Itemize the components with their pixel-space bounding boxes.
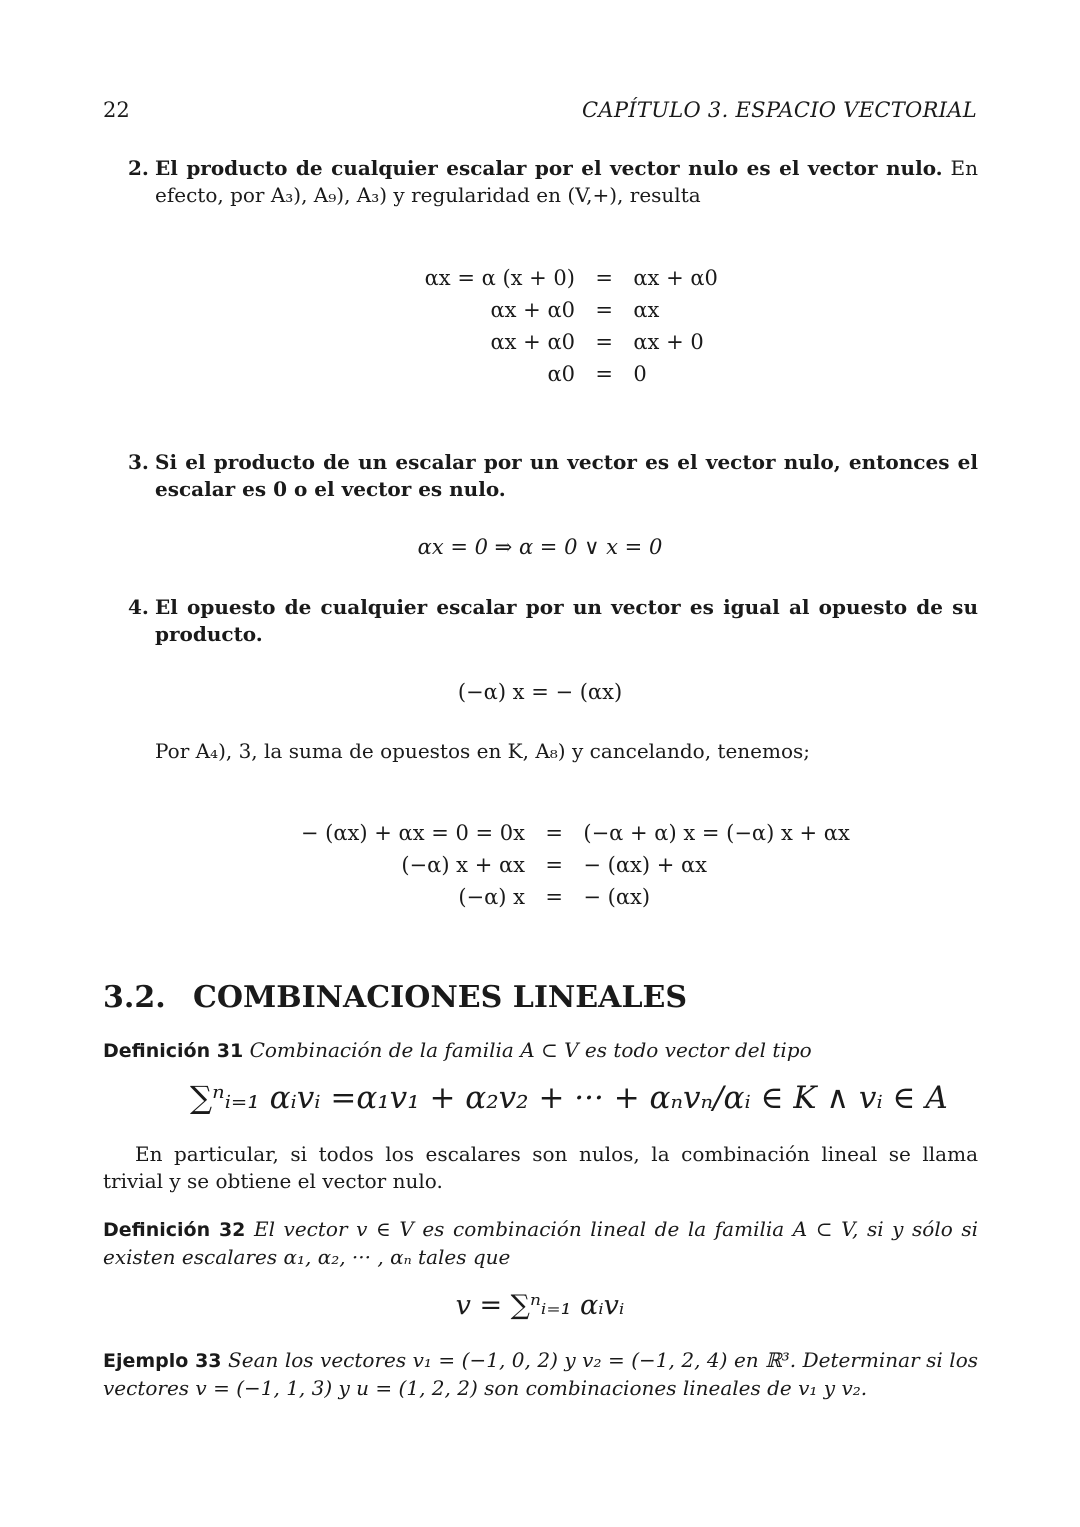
page-number: 22	[103, 98, 130, 122]
equation-rhs: αx	[633, 298, 660, 322]
equation-display: (−α) x = − (αx)	[457, 680, 623, 704]
example-label: Ejemplo 33	[103, 1350, 222, 1372]
equation-sign: =	[595, 266, 613, 290]
equation-lhs: α0	[547, 362, 575, 386]
equation-sign: =	[545, 821, 563, 845]
definition-label: Definición 32	[103, 1219, 246, 1241]
list-item-4	[128, 594, 978, 648]
equation-sign: =	[595, 298, 613, 322]
definition-32	[103, 1216, 978, 1271]
equation-lhs: (−α) x	[458, 885, 525, 909]
equation-row	[380, 266, 718, 290]
item-number: 3.	[128, 450, 149, 474]
list-item-2	[128, 155, 978, 209]
paragraph: Por A₄), 3, la suma de opuestos en K, A₈) y cancelando, tenemos;	[155, 739, 811, 763]
item-text: En efecto, por A₃), A₉), A₃) y regularidad en (V,+), resulta	[155, 156, 979, 207]
equation-lhs: αx + α0	[490, 330, 575, 354]
equation-rhs: − (αx)	[583, 885, 651, 909]
equation-rhs: 0	[633, 362, 647, 386]
section-number: 3.2.	[103, 980, 166, 1015]
equation-rhs: − (αx) + αx	[583, 853, 708, 877]
equation-lhs: (−α) x + αx	[401, 853, 525, 877]
equation-display: αx = 0 ⇒ α = 0 ∨ x = 0	[417, 535, 663, 559]
equation-lhs: αx + α0	[490, 298, 575, 322]
item-number: 4.	[128, 595, 149, 619]
definition-label: Definición 31	[103, 1040, 244, 1062]
definition-text: Combinación de la familia A ⊂ V es todo vector del tipo	[249, 1038, 812, 1062]
definition-31	[103, 1037, 978, 1065]
equation-row	[290, 853, 707, 877]
equation-rhs: αx + 0	[633, 330, 704, 354]
equation-display: ∑ⁿᵢ₌₁ αᵢvᵢ =α₁v₁ + α₂v₂ + ··· + αₙvₙ/αᵢ ∈ K ∧ vᵢ ∈ A	[190, 1080, 948, 1116]
equation-rhs: αx + α0	[633, 266, 718, 290]
equation-rhs: (−α + α) x = (−α) x + αx	[583, 821, 850, 845]
section-title: COMBINACIONES LINEALES	[193, 980, 688, 1015]
equation-row	[380, 298, 659, 322]
equation-sign: =	[595, 362, 613, 386]
running-head: CAPÍTULO 3. ESPACIO VECTORIAL	[582, 98, 977, 122]
equation-sign: =	[545, 853, 563, 877]
item-statement: Si el producto de un escalar por un vector es el vector nulo, entonces el escalar es 0 o el vector es nulo.	[155, 450, 978, 501]
item-statement: El opuesto de cualquier escalar por un vector es igual al opuesto de su producto.	[155, 595, 978, 646]
item-statement: El producto de cualquier escalar por el vector nulo es el vector nulo.	[155, 156, 943, 180]
example-33	[103, 1347, 978, 1402]
equation-display: v = ∑ⁿᵢ₌₁ αᵢvᵢ	[455, 1290, 625, 1321]
equation-row	[290, 885, 650, 909]
equation-sign: =	[545, 885, 563, 909]
equation-lhs: − (αx) + αx = 0 = 0x	[300, 821, 525, 845]
equation-lhs: αx = α (x + 0)	[424, 266, 575, 290]
equation-sign: =	[595, 330, 613, 354]
item-number: 2.	[128, 156, 149, 180]
section-heading	[103, 980, 687, 1015]
example-text: Sean los vectores v₁ = (−1, 0, 2) y v₂ = (−1, 2, 4) en ℝ³. Determinar si los vectores v = (−1, 1, 3) y u = (1, 2, 2) son combinaciones lineales de v₁ y v₂.	[103, 1348, 979, 1400]
equation-row	[380, 362, 647, 386]
paragraph: En particular, si todos los escalares son nulos, la combinación lineal se llama trivial y se obtiene el vector nulo.	[103, 1142, 978, 1193]
definition-text: El vector v ∈ V es combinación lineal de la familia A ⊂ V, si y sólo si existen escalares α₁, α₂, ··· , αₙ tales que	[103, 1217, 979, 1269]
equation-row	[380, 330, 704, 354]
equation-row	[290, 821, 850, 845]
list-item-3	[128, 449, 978, 503]
